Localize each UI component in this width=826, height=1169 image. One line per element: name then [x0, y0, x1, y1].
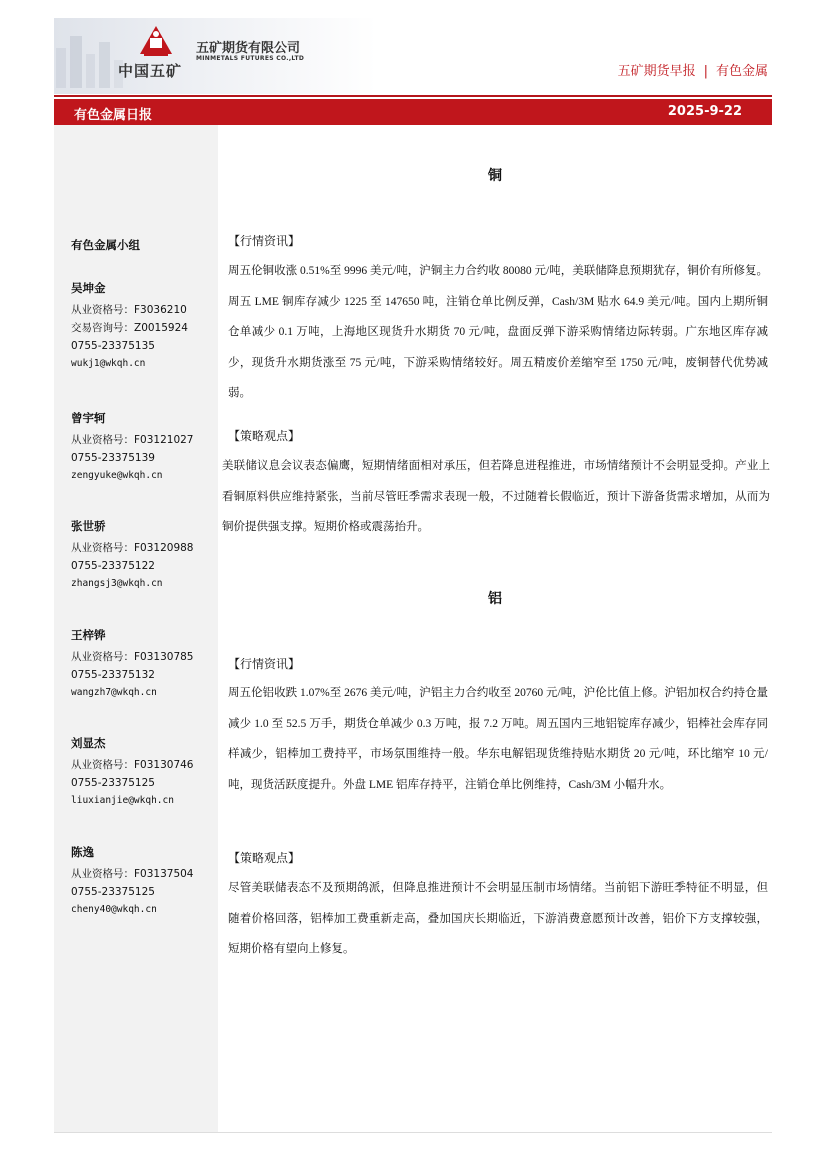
report-category: 有色金属: [715, 64, 768, 79]
license-number: 从业资格号：F03121027: [71, 434, 194, 446]
license-number: 从业资格号：F03130746: [71, 759, 194, 771]
consult-number: 交易咨询号：Z0015924: [71, 322, 188, 334]
phone: 0755-23375139: [71, 452, 155, 464]
analyst-card: [71, 844, 216, 919]
email[interactable]: cheny40@wkqh.cn: [71, 904, 157, 915]
analyst-name: 王梓铧: [71, 628, 106, 642]
company-name-en: MINMETALS FUTURES CO.,LTD: [196, 55, 305, 62]
analyst-card: [71, 627, 216, 702]
copper-strategy-text: 美联储议息会议表态偏鹰，短期情绪面相对承压，但若降息进程推进，市场情绪预计不会明显受抑。产业上看铜原料供应维持紧张，当前尽管旺季需求表现一般，不过随着长假临近，预计下游备货需求增加，从而为铜价提供强支撑。短期价格或震荡抬升。: [222, 460, 770, 533]
analyst-card: [71, 735, 216, 810]
report-type: 五矿期货早报: [617, 64, 696, 79]
strategy-heading: 【策略观点】: [228, 429, 301, 443]
analyst-name: 张世骄: [71, 519, 106, 533]
analyst-name: 刘显杰: [71, 736, 106, 750]
phone: 0755-23375135: [71, 340, 155, 352]
report-date: 2025-9-22: [667, 104, 742, 119]
team-name: 有色金属小组: [71, 238, 140, 252]
email[interactable]: zengyuke@wkqh.cn: [71, 470, 163, 481]
aluminium-strategy-text: 尽管美联储表态不及预期鸽派，但降息推进预计不会明显压制市场情绪。当前铝下游旺季特征不明显，但随着价格回落，铝棒加工费重新走高，叠加国庆长期临近，下游消费意愿预计改善，铝价下方支撑较强，短期价格有望向上修复。: [228, 882, 768, 955]
analyst-name: 陈逸: [71, 845, 94, 859]
header-divider: [54, 95, 772, 97]
phone: 0755-23375122: [71, 560, 155, 572]
license-number: 从业资格号：F03130785: [71, 651, 194, 663]
analyst-card: [71, 518, 216, 593]
analyst-name: 曾宇轲: [71, 411, 106, 425]
section-title-aluminium: 铝: [488, 591, 502, 607]
separator: |: [703, 64, 708, 79]
footer-divider: [54, 1132, 772, 1133]
minmetals-logo-icon: [136, 24, 176, 60]
license-number: 从业资格号：F03120988: [71, 542, 194, 554]
report-header: [54, 18, 772, 94]
company-name-cn: 五矿期货有限公司: [196, 41, 301, 56]
market-info-heading: 【行情资讯】: [228, 234, 301, 248]
section-title-copper: 铜: [488, 168, 502, 184]
title-bar: [54, 99, 772, 125]
analyst-card: [71, 280, 216, 373]
license-number: 从业资格号：F03137504: [71, 868, 194, 880]
report-title: 有色金属日报: [74, 108, 153, 123]
email[interactable]: wangzh7@wkqh.cn: [71, 687, 157, 698]
phone: 0755-23375132: [71, 669, 155, 681]
phone: 0755-23375125: [71, 777, 155, 789]
header-report-label: [618, 60, 768, 79]
aluminium-market-text: 周五伦铝收跌 1.07%至 2676 美元/吨，沪铝主力合约收至 20760 元/吨，沪伦比值上修。沪铝加权合约持仓量减少 1.0 至 52.5 万手，期货仓单减少 0.3 万吨，报 7.2 万吨。周五国内三地铝锭库存减少，铝棒社会库存同样减少，铝棒加工费持平，市场氛围维持一般。华东电解铝现货维持贴水期货 20 元/吨，环比缩窄 10 元/吨，现货活跃度提升。外盘 LME 铝库存持平，注销仓单比例维持，Cash/3M 小幅升水。: [228, 687, 768, 791]
email[interactable]: wukj1@wkqh.cn: [71, 358, 146, 369]
market-info-heading: 【行情资讯】: [228, 657, 301, 671]
email[interactable]: liuxianjie@wkqh.cn: [71, 795, 174, 806]
analyst-card: [71, 410, 216, 485]
logo-text: 中国五矿: [118, 62, 183, 80]
phone: 0755-23375125: [71, 886, 155, 898]
email[interactable]: zhangsj3@wkqh.cn: [71, 578, 163, 589]
analyst-name: 吴坤金: [71, 281, 106, 295]
copper-market-text: 周五伦铜收涨 0.51%至 9996 美元/吨，沪铜主力合约收 80080 元/吨，美联储降息预期犹存，铜价有所修复。周五 LME 铜库存减少 1225 至 147650 吨，注销仓单比例反弹，Cash/3M 贴水 64.9 美元/吨。国内上期所铜仓单减少 0.1 万吨，上海地区现货升水期货 70 元/吨，盘面反弹下游采购情绪边际转弱。广东地区库存减少，现货升水期货涨至 75 元/吨，下游采购情绪较好。周五精废价差缩窄至 1750 元/吨，废铜替代优势减弱。: [228, 265, 768, 399]
strategy-heading: 【策略观点】: [228, 851, 301, 865]
license-number: 从业资格号：F3036210: [71, 304, 187, 316]
